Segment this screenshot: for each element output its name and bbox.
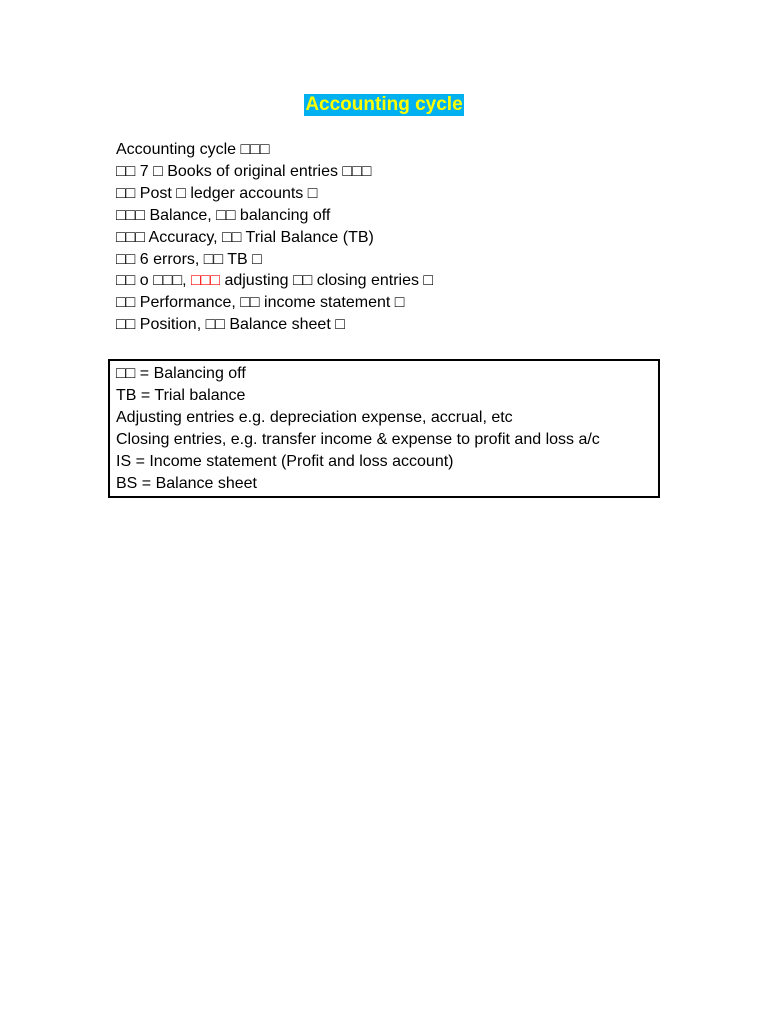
note-line: Closing entries, e.g. transfer income & expense to profit and loss a/c [116, 430, 600, 448]
note-line: Adjusting entries e.g. depreciation expense, accrual, etc [116, 408, 513, 426]
document-title: Accounting cycle [305, 94, 463, 115]
cycle-line [116, 227, 676, 249]
cycle-line-text: □□ Post □ ledger accounts □ [116, 184, 318, 202]
note-line: BS = Balance sheet [116, 474, 257, 492]
cycle-line-text: Accounting cycle □□□ [116, 141, 270, 158]
title-container [0, 94, 768, 116]
cycle-line [116, 270, 676, 292]
cycle-line [116, 139, 676, 161]
cycle-line-text: □□□ Balance, □□ balancing off [116, 206, 331, 224]
cycle-line [116, 161, 676, 183]
cycle-line-highlight-text: □□□ [191, 272, 220, 290]
note-line: TB = Trial balance [116, 386, 246, 404]
cycle-line [116, 249, 676, 271]
cycle-line [116, 183, 676, 205]
abbreviation-notes-box [108, 359, 660, 498]
cycle-line-text: □□ Performance, □□ income statement □ [116, 294, 405, 312]
abbreviation-notes [116, 363, 600, 494]
accounting-cycle-steps [116, 139, 676, 336]
cycle-line [116, 292, 676, 314]
cycle-line-text: □□ o □□□, [116, 272, 191, 290]
cycle-line [116, 314, 676, 336]
note-line: IS = Income statement (Profit and loss account) [116, 452, 454, 470]
cycle-line-text: □□ 6 errors, □□ TB □ [116, 250, 262, 268]
cycle-line-text: adjusting □□ closing entries □ [220, 272, 434, 290]
cycle-line-text: □□□ Accuracy, □□ Trial Balance (TB) [116, 228, 374, 246]
cycle-line [116, 205, 676, 227]
cycle-line-text: □□ 7 □ Books of original entries □□□ [116, 162, 372, 180]
note-line: □□ = Balancing off [116, 365, 246, 382]
cycle-line-text: □□ Position, □□ Balance sheet □ [116, 316, 345, 334]
